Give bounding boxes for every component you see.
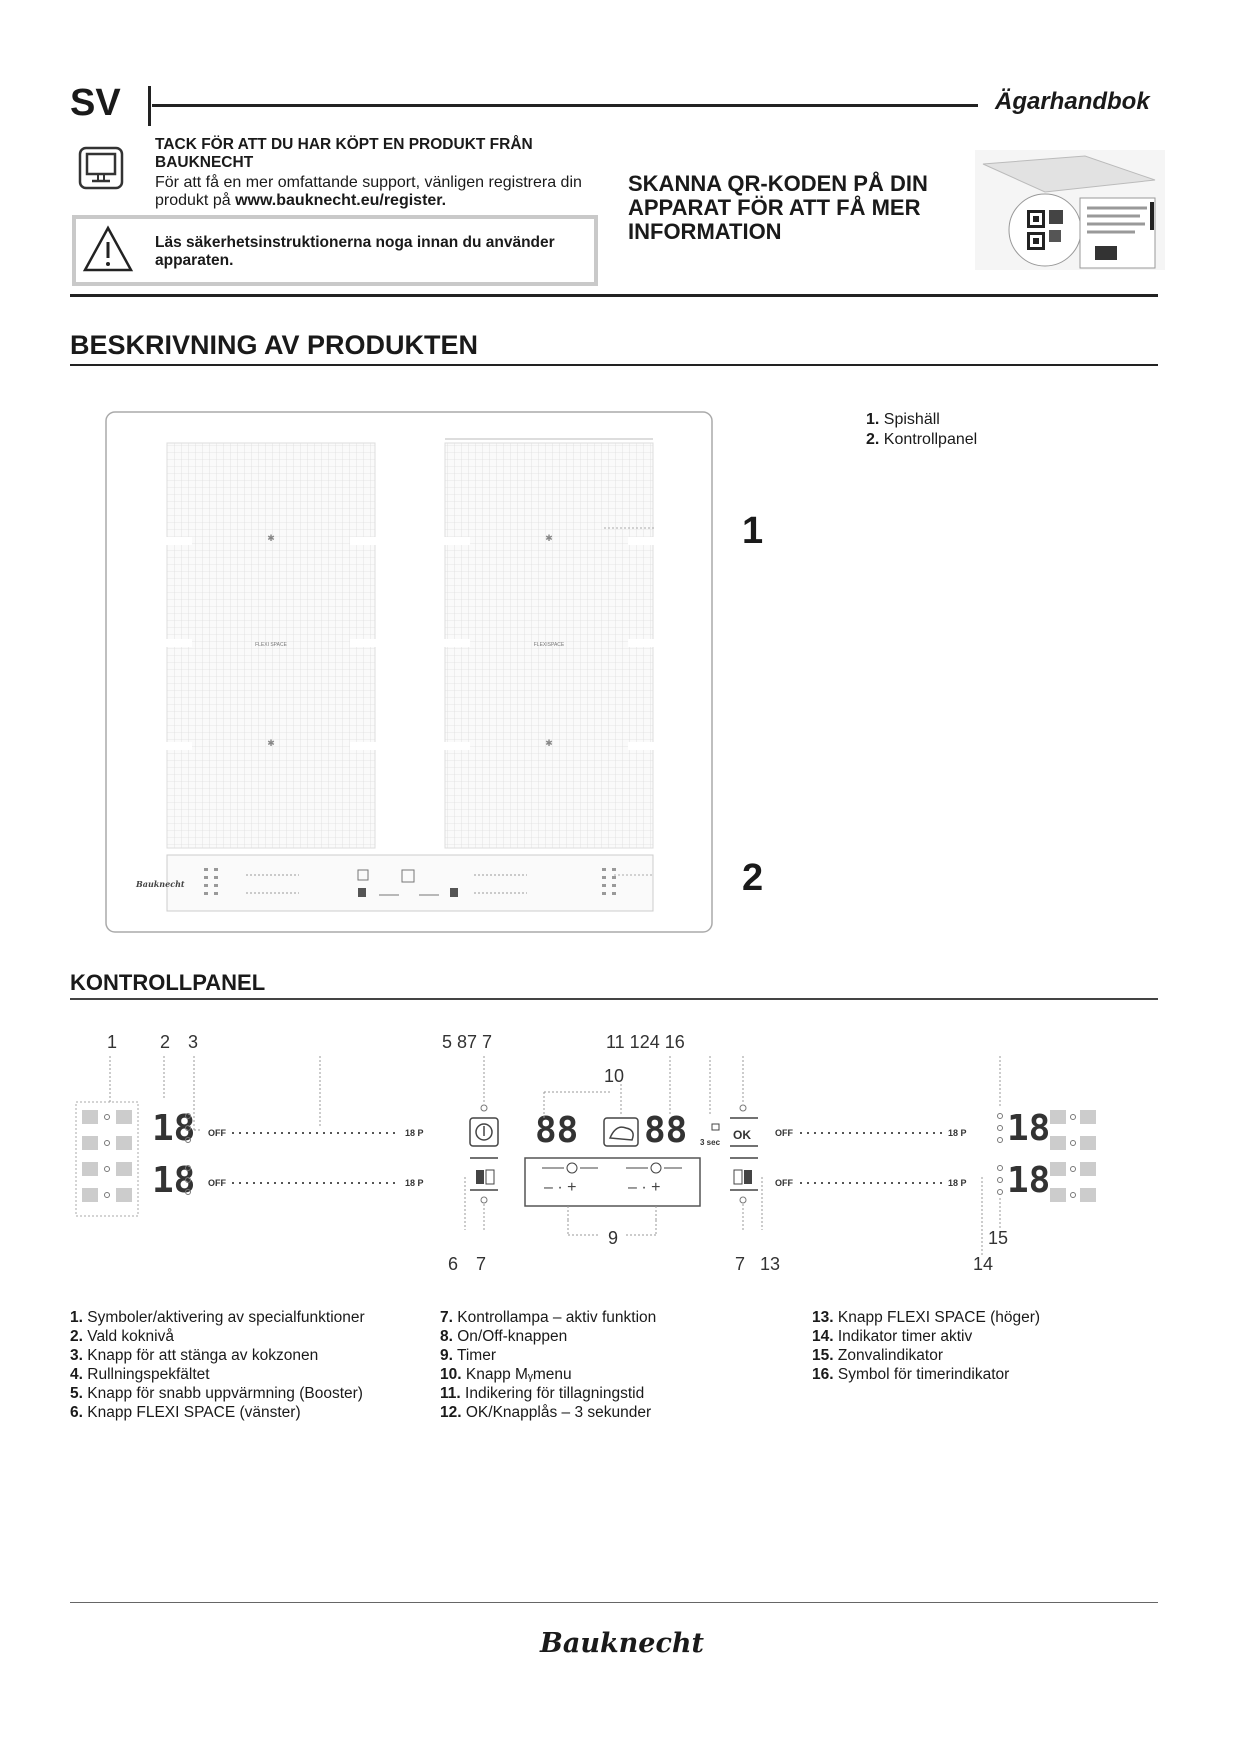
cooktop-diagram [104, 410, 714, 935]
slider-off-right-top: OFF [775, 1128, 793, 1138]
control-legend-col-1 [70, 1308, 365, 1422]
label-11-12-4-16: 11 124 16 [606, 1032, 685, 1052]
label-10: 10 [604, 1066, 625, 1086]
timer-display-right: 88 [644, 1110, 688, 1151]
section-title-rule [70, 364, 1158, 366]
label-7-left: 7 [476, 1254, 487, 1274]
slider-off-right-bottom: OFF [775, 1178, 793, 1188]
label-2: 2 [160, 1032, 171, 1052]
svg-text:– · +: – · + [544, 1179, 577, 1196]
label-1: 1 [107, 1032, 118, 1052]
legend-item: 12. OK/Knapplås – 3 sekunder [440, 1404, 652, 1421]
legend-item: 9. Timer [440, 1347, 496, 1364]
cook-level-display-left-top: 18 [152, 1108, 196, 1149]
ok-button-label: OK [733, 1128, 751, 1142]
svg-text:✱: ✱ [545, 738, 553, 748]
legend-item: 13. Knapp FLEXI SPACE (höger) [812, 1309, 1041, 1326]
language-code: SV [70, 82, 121, 124]
control-legend-col-2 [440, 1308, 656, 1422]
warning-icon [82, 224, 134, 274]
control-panel-diagram [70, 1020, 1170, 1290]
label-13: 13 [760, 1254, 781, 1274]
svg-text:✱: ✱ [267, 738, 275, 748]
section-rule [70, 294, 1158, 297]
label-14: 14 [973, 1254, 994, 1274]
hob-brand-logo: Bauknecht [136, 879, 185, 889]
legend-item: 11. Indikering för tillagningstid [440, 1385, 645, 1402]
section-title-control-panel: KONTROLLPANEL [70, 970, 266, 995]
legend-item: 6. Knapp FLEXI SPACE (vänster) [70, 1404, 301, 1421]
thanks-title: TACK FÖR ATT DU HAR KÖPT EN PRODUKT FRÅN BAUKNECHT [155, 136, 533, 171]
legend-item: 4. Rullningspekfältet [70, 1366, 210, 1383]
legend-item: 10. Knapp Mᵧmenu [440, 1366, 572, 1383]
label-7-right: 7 [735, 1254, 746, 1274]
qr-label-illustration [975, 150, 1165, 270]
label-6: 6 [448, 1254, 459, 1274]
slider-max-left-top: 18 P [405, 1128, 424, 1138]
legend-item: 2. Kontrollpanel [866, 431, 978, 448]
label-5877: 5 87 7 [442, 1032, 493, 1052]
zone-label-left: FLEXI SPACE [255, 642, 287, 648]
three-sec-label: 3 sec [700, 1138, 721, 1147]
cook-level-display-left-bottom: 18 [152, 1160, 196, 1201]
label-3: 3 [188, 1032, 199, 1052]
legend-item: 3. Knapp för att stänga av kokzonen [70, 1347, 319, 1364]
label-15: 15 [988, 1228, 1009, 1248]
monitor-icon [78, 146, 124, 190]
legend-item: 16. Symbol för timerindikator [812, 1366, 1010, 1383]
callout-1: 1 [742, 510, 764, 552]
product-legend [866, 410, 977, 450]
safety-text: Läs säkerhetsinstruktionerna noga innan du använder apparaten. [155, 234, 555, 269]
legend-item: 1. Spishäll [866, 411, 940, 428]
register-text: För att få en mer omfattande support, vänligen registrera din produkt på www.bauknecht.eu/register. [155, 174, 582, 209]
callout-2: 2 [742, 857, 764, 899]
legend-item: 1. Symboler/aktivering av specialfunktioner [70, 1309, 365, 1326]
svg-text:✱: ✱ [545, 533, 553, 543]
slider-max-right-top: 18 P [948, 1128, 967, 1138]
document-type: Ägarhandbok [995, 88, 1150, 115]
legend-item: 7. Kontrollampa – aktiv funktion [440, 1309, 657, 1326]
slider-max-right-bottom: 18 P [948, 1178, 967, 1188]
timer-display-left: 88 [535, 1110, 579, 1151]
register-url[interactable]: www.bauknecht.eu/register. [235, 192, 447, 209]
cook-level-display-right-bottom: 18 [1007, 1160, 1051, 1201]
section-title-product: BESKRIVNING AV PRODUKTEN [70, 330, 479, 360]
brand-logo: Bauknecht [540, 1628, 705, 1659]
header-divider [148, 86, 151, 126]
qr-instruction: SKANNA QR-KODEN PÅ DIN APPARAT FÖR ATT FÅ MER INFORMATION [628, 171, 928, 244]
cook-level-display-right-top: 18 [1007, 1108, 1051, 1149]
zone-label-right: FLEXISPACE [533, 642, 565, 648]
section-title-rule [70, 998, 1158, 1000]
footer-rule [70, 1602, 1158, 1603]
slider-off-left-top: OFF [208, 1128, 226, 1138]
legend-item: 2. Vald koknivå [70, 1328, 174, 1345]
svg-text:✱: ✱ [267, 533, 275, 543]
label-9: 9 [608, 1228, 619, 1248]
header-rule [152, 104, 978, 107]
legend-item: 8. On/Off-knappen [440, 1328, 568, 1345]
svg-text:– · +: – · + [628, 1179, 661, 1196]
slider-off-left-bottom: OFF [208, 1178, 226, 1188]
legend-item: 14. Indikator timer aktiv [812, 1328, 973, 1345]
slider-max-left-bottom: 18 P [405, 1178, 424, 1188]
control-legend-col-3 [812, 1308, 1040, 1384]
legend-item: 5. Knapp för snabb uppvärmning (Booster) [70, 1385, 363, 1402]
legend-item: 15. Zonvalindikator [812, 1347, 943, 1364]
